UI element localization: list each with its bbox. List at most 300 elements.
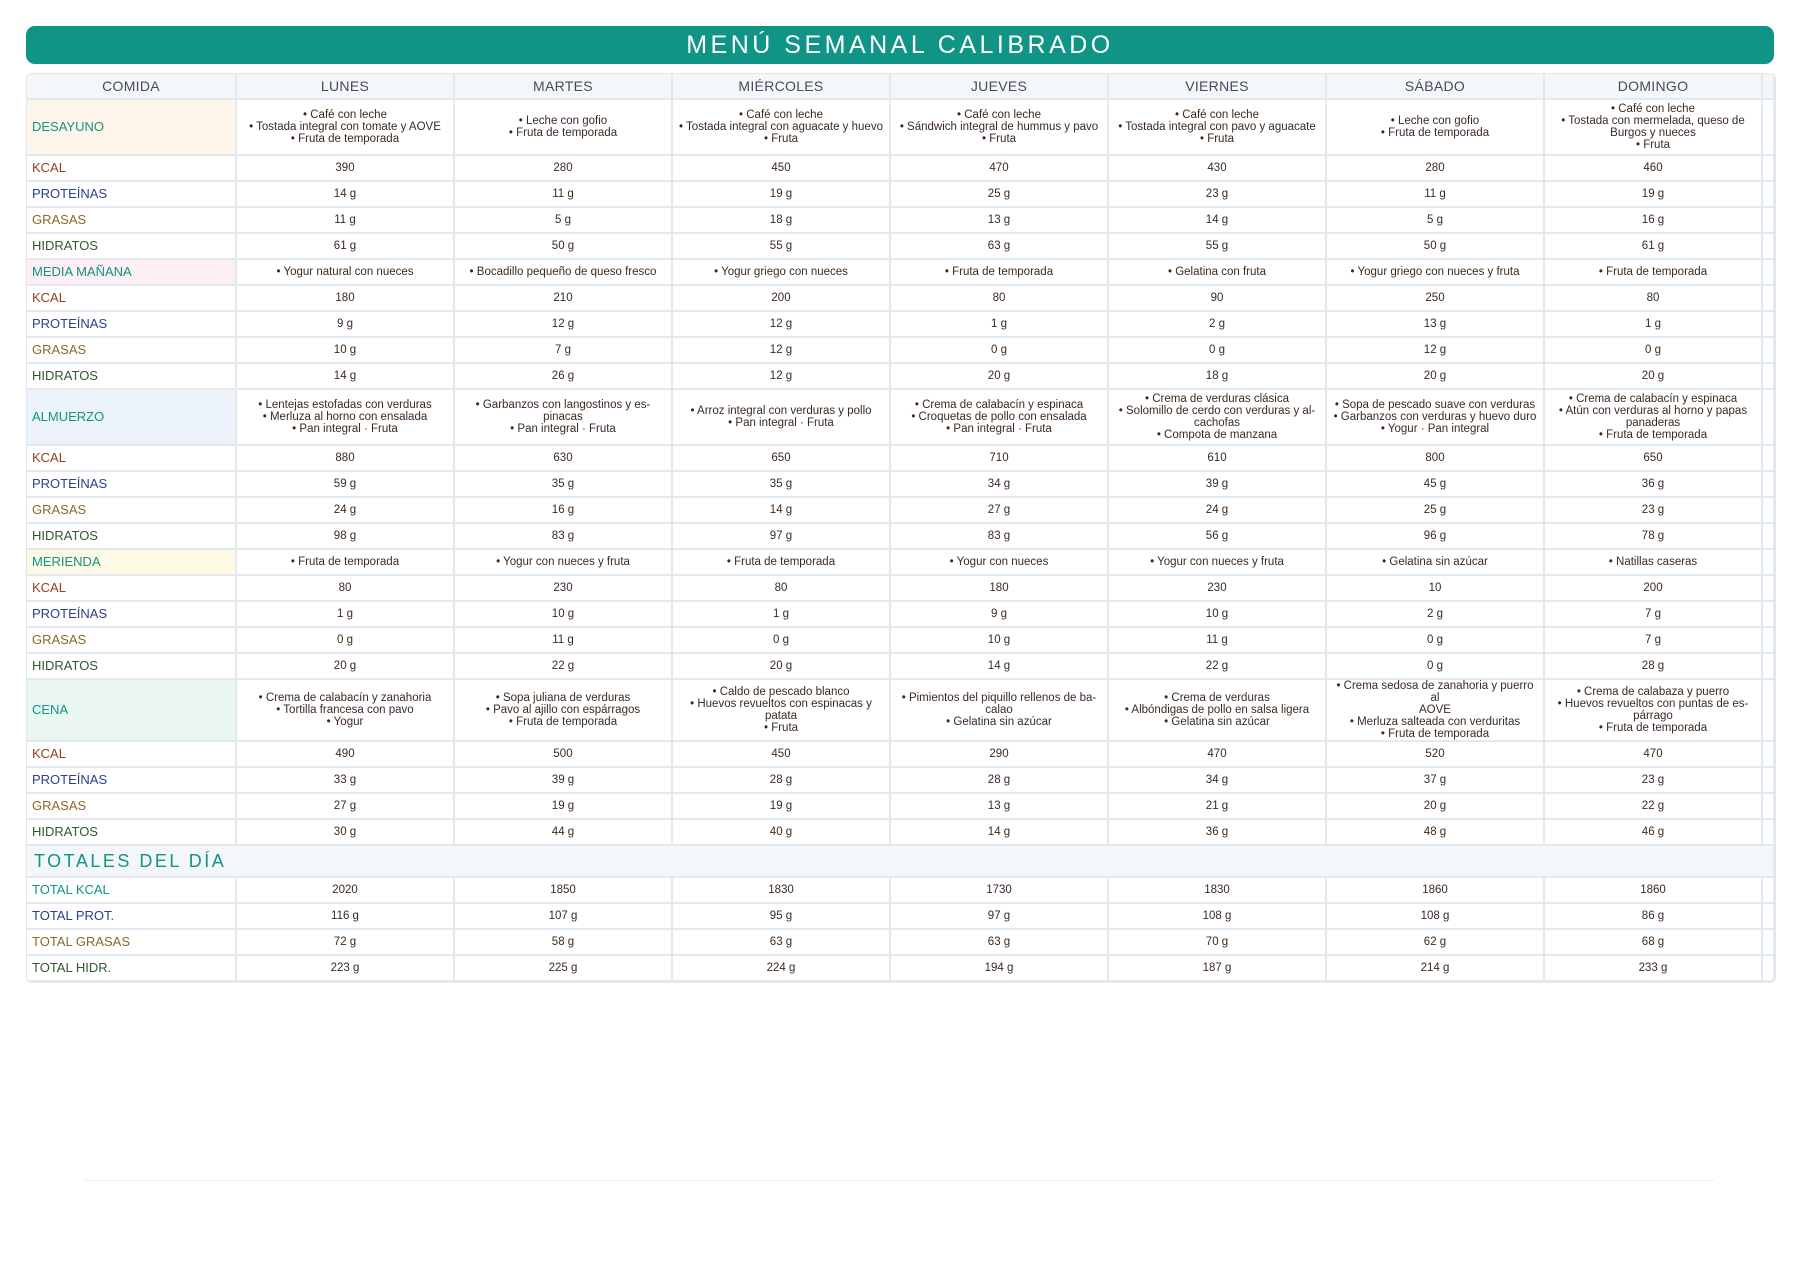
row-spacer (1763, 576, 1775, 602)
row-spacer (1763, 628, 1775, 654)
weekly-menu-table-container (26, 73, 1776, 983)
meal-items-cell (891, 390, 1109, 446)
row-spacer (1763, 208, 1775, 234)
metric-value: 20 g (1327, 364, 1545, 390)
metric-value: 30 g (237, 820, 455, 846)
totals-value: 1830 (1109, 878, 1327, 904)
metric-value: 5 g (455, 208, 673, 234)
metric-value: 460 (1545, 156, 1763, 182)
metric-value: 14 g (891, 654, 1109, 680)
meal-item: • Garbanzos con verduras y huevo duro (1333, 411, 1537, 423)
metric-value: 35 g (673, 472, 891, 498)
meal-item: pinacas (543, 411, 583, 423)
column-header-day: LUNES (237, 74, 455, 100)
meal-items-cell (1545, 260, 1763, 286)
metric-value: 490 (237, 742, 455, 768)
column-header-comida: COMIDA (27, 74, 237, 100)
meal-items-cell (891, 550, 1109, 576)
metric-value: 19 g (1545, 182, 1763, 208)
totals-value: 224 g (673, 956, 891, 982)
metric-value: 10 g (455, 602, 673, 628)
metric-value: 10 (1327, 576, 1545, 602)
metric-value: 23 g (1109, 182, 1327, 208)
metric-value: 83 g (891, 524, 1109, 550)
metric-value: 200 (673, 286, 891, 312)
metric-label-hidratos: HIDRATOS (27, 234, 237, 260)
metric-row-hidratos (27, 524, 1775, 550)
metric-label-hidratos: HIDRATOS (27, 654, 237, 680)
meal-item: • Yogur griego con nueces (714, 266, 848, 278)
meal-item: • Pan integral · Fruta (946, 423, 1052, 435)
metric-value: 1 g (237, 602, 455, 628)
metric-value: 0 g (1327, 654, 1545, 680)
metric-row-kcal (27, 742, 1775, 768)
meal-item: • Merluza al horno con ensalada (262, 411, 428, 423)
metric-value: 14 g (237, 182, 455, 208)
metric-label-kcal: KCAL (27, 156, 237, 182)
meal-item: • Fruta de temporada (290, 556, 400, 568)
metric-value: 1 g (673, 602, 891, 628)
metric-row-hidratos (27, 364, 1775, 390)
meal-item: • Fruta (763, 133, 799, 145)
metric-row-hidratos (27, 820, 1775, 846)
metric-value: 14 g (237, 364, 455, 390)
metric-value: 80 (673, 576, 891, 602)
metric-row-proteinas (27, 768, 1775, 794)
meal-item: • Crema sedosa de zanahoria y puerro al (1336, 680, 1534, 704)
meal-items-cell (673, 680, 891, 742)
row-spacer (1763, 878, 1775, 904)
metric-value: 0 g (1545, 338, 1763, 364)
metric-value: 280 (455, 156, 673, 182)
row-spacer (1763, 312, 1775, 338)
meal-items-cell (673, 550, 891, 576)
metric-value: 500 (455, 742, 673, 768)
meal-item: • Café con leche (303, 109, 387, 121)
totals-value: 1860 (1327, 878, 1545, 904)
meal-item: • Pavo al ajillo con espárragos (485, 704, 641, 716)
metric-value: 50 g (455, 234, 673, 260)
totals-value: 214 g (1327, 956, 1545, 982)
metric-value: 22 g (455, 654, 673, 680)
metric-value: 83 g (455, 524, 673, 550)
totals-value: 2020 (237, 878, 455, 904)
totals-value: 70 g (1109, 930, 1327, 956)
metric-label-kcal: KCAL (27, 742, 237, 768)
meal-item: • Yogur con nueces (949, 556, 1049, 568)
meal-item: • Albóndigas de pollo en salsa ligera (1124, 704, 1310, 716)
metric-label-hidratos: HIDRATOS (27, 524, 237, 550)
row-spacer (1763, 904, 1775, 930)
metric-value: 40 g (673, 820, 891, 846)
metric-value: 180 (891, 576, 1109, 602)
metric-value: 16 g (1545, 208, 1763, 234)
totals-value: 97 g (891, 904, 1109, 930)
meal-item: • Crema de verduras clásica (1145, 393, 1289, 405)
metric-value: 290 (891, 742, 1109, 768)
totals-value: 62 g (1327, 930, 1545, 956)
metric-value: 520 (1327, 742, 1545, 768)
metric-row-proteinas (27, 602, 1775, 628)
metric-value: 45 g (1327, 472, 1545, 498)
meal-item: • Natillas caseras (1608, 556, 1698, 568)
totals-value: 108 g (1109, 904, 1327, 930)
metric-value: 80 (237, 576, 455, 602)
totals-value: 95 g (673, 904, 891, 930)
meal-item: • Solomillo de cerdo con verduras y al- (1118, 405, 1316, 417)
metric-row-proteinas (27, 312, 1775, 338)
metric-value: 16 g (455, 498, 673, 524)
row-spacer (1763, 156, 1775, 182)
metric-value: 24 g (1109, 498, 1327, 524)
metric-value: 13 g (891, 794, 1109, 820)
meal-item: • Crema de calabaza y puerro (1576, 686, 1730, 698)
row-spacer (1763, 286, 1775, 312)
metric-value: 2 g (1327, 602, 1545, 628)
metric-row-grasas (27, 498, 1775, 524)
metric-value: 1 g (1545, 312, 1763, 338)
column-header-day: MIÉRCOLES (673, 74, 891, 100)
metric-value: 37 g (1327, 768, 1545, 794)
row-spacer (1763, 364, 1775, 390)
meal-item: • Garbanzos con langostinos y es- (475, 399, 651, 411)
totals-value: 58 g (455, 930, 673, 956)
totals-row (27, 956, 1775, 982)
meal-items-cell (455, 260, 673, 286)
metric-value: 20 g (891, 364, 1109, 390)
metric-value: 98 g (237, 524, 455, 550)
meal-item: • Yogur · Pan integral (1380, 423, 1490, 435)
metric-value: 11 g (1327, 182, 1545, 208)
metric-label-proteinas: PROTEÍNAS (27, 602, 237, 628)
totals-value: 1860 (1545, 878, 1763, 904)
metric-label-hidratos: HIDRATOS (27, 364, 237, 390)
metric-value: 35 g (455, 472, 673, 498)
meal-item: • Pan integral · Fruta (728, 417, 834, 429)
metric-value: 22 g (1545, 794, 1763, 820)
meal-item: • Tostada integral con aguacate y huevo (679, 121, 883, 133)
meal-item: • Gelatina sin azúcar (1164, 716, 1270, 728)
metric-value: 0 g (1109, 338, 1327, 364)
meal-items-cell (1327, 390, 1545, 446)
metric-value: 34 g (1109, 768, 1327, 794)
metric-value: 7 g (455, 338, 673, 364)
meal-item: cachofas (1193, 417, 1241, 429)
meal-items-cell (673, 390, 891, 446)
totals-value: 68 g (1545, 930, 1763, 956)
metric-value: 33 g (237, 768, 455, 794)
totals-label: TOTAL KCAL (27, 878, 237, 904)
metric-label-proteinas: PROTEÍNAS (27, 768, 237, 794)
metric-value: 90 (1109, 286, 1327, 312)
meal-item: • Fruta de temporada (1598, 429, 1708, 441)
row-spacer (1763, 550, 1775, 576)
metric-value: 630 (455, 446, 673, 472)
metric-value: 450 (673, 156, 891, 182)
totals-value: 1830 (673, 878, 891, 904)
row-spacer (1763, 446, 1775, 472)
totals-value: 107 g (455, 904, 673, 930)
metric-row-hidratos (27, 654, 1775, 680)
metric-row-grasas (27, 338, 1775, 364)
meal-item: • Fruta de temporada (290, 133, 400, 145)
metric-value: 46 g (1545, 820, 1763, 846)
metric-value: 10 g (891, 628, 1109, 654)
totals-value: 63 g (891, 930, 1109, 956)
metric-value: 0 g (1327, 628, 1545, 654)
meal-items-cell (455, 390, 673, 446)
metric-label-kcal: KCAL (27, 286, 237, 312)
row-spacer (1763, 742, 1775, 768)
totals-heading-row (27, 846, 1775, 878)
totals-value: 187 g (1109, 956, 1327, 982)
row-spacer (1763, 680, 1775, 742)
metric-row-proteinas (27, 182, 1775, 208)
meal-label-cena: CENA (27, 680, 237, 742)
meal-item: • Pan integral · Fruta (292, 423, 398, 435)
metric-value: 20 g (237, 654, 455, 680)
metric-value: 78 g (1545, 524, 1763, 550)
metric-value: 10 g (1109, 602, 1327, 628)
metric-value: 63 g (891, 234, 1109, 260)
meal-item: párrago (1633, 710, 1673, 722)
metric-value: 5 g (1327, 208, 1545, 234)
meal-item: • Crema de calabacín y espinaca (914, 399, 1084, 411)
metric-value: 59 g (237, 472, 455, 498)
meal-items-cell (237, 390, 455, 446)
metric-value: 28 g (1545, 654, 1763, 680)
meal-label-merienda: MERIENDA (27, 550, 237, 576)
metric-value: 650 (673, 446, 891, 472)
meal-items-cell (237, 260, 455, 286)
metric-value: 7 g (1545, 628, 1763, 654)
metric-value: 0 g (237, 628, 455, 654)
metric-value: 14 g (673, 498, 891, 524)
column-header-day: JUEVES (891, 74, 1109, 100)
metric-value: 23 g (1545, 768, 1763, 794)
totals-row (27, 904, 1775, 930)
meal-items-cell (1109, 100, 1327, 156)
meal-item: • Fruta (981, 133, 1017, 145)
meal-item: • Pan integral · Fruta (510, 423, 616, 435)
meal-items-cell (1545, 100, 1763, 156)
meal-item: patata (765, 710, 797, 722)
totals-label: TOTAL PROT. (27, 904, 237, 930)
meal-items-cell (1327, 260, 1545, 286)
meal-label-media: MEDIA MAÑANA (27, 260, 237, 286)
metric-value: 20 g (673, 654, 891, 680)
metric-value: 56 g (1109, 524, 1327, 550)
metric-value: 470 (1109, 742, 1327, 768)
metric-row-grasas (27, 628, 1775, 654)
metric-row-kcal (27, 446, 1775, 472)
metric-label-grasas: GRASAS (27, 208, 237, 234)
meal-item: panaderas (1625, 417, 1681, 429)
metric-value: 80 (891, 286, 1109, 312)
meal-item: • Lentejas estofadas con verduras (258, 399, 432, 411)
metric-value: 97 g (673, 524, 891, 550)
totals-value: 116 g (237, 904, 455, 930)
totals-value: 223 g (237, 956, 455, 982)
metric-value: 11 g (455, 628, 673, 654)
meal-item: • Crema de calabacín y espinaca (1568, 393, 1738, 405)
meal-items-cell (1545, 390, 1763, 446)
metric-value: 880 (237, 446, 455, 472)
metric-value: 25 g (1327, 498, 1545, 524)
metric-label-proteinas: PROTEÍNAS (27, 472, 237, 498)
totals-row (27, 930, 1775, 956)
meal-item: • Gelatina sin azúcar (1382, 556, 1488, 568)
totals-value: 86 g (1545, 904, 1763, 930)
metric-value: 610 (1109, 446, 1327, 472)
metric-row-kcal (27, 576, 1775, 602)
metric-value: 430 (1109, 156, 1327, 182)
meal-items-cell (455, 550, 673, 576)
meal-item: • Gelatina con fruta (1168, 266, 1266, 278)
meal-item: • Fruta de temporada (726, 556, 836, 568)
metric-value: 470 (1545, 742, 1763, 768)
metric-value: 27 g (237, 794, 455, 820)
metric-value: 0 g (673, 628, 891, 654)
row-spacer (1763, 820, 1775, 846)
row-spacer (1763, 930, 1775, 956)
metric-value: 13 g (1327, 312, 1545, 338)
row-spacer (1763, 390, 1775, 446)
weekly-menu-table (27, 74, 1775, 982)
metric-value: 25 g (891, 182, 1109, 208)
metric-value: 450 (673, 742, 891, 768)
meal-item: • Leche con gofio (1390, 115, 1480, 127)
meal-item: calao (985, 704, 1013, 716)
meal-item: • Fruta de temporada (944, 266, 1054, 278)
meal-item: • Atún con verduras al horno y papas (1558, 405, 1748, 417)
meal-item: • Fruta de temporada (508, 127, 618, 139)
totals-value: 194 g (891, 956, 1109, 982)
row-spacer (1763, 472, 1775, 498)
meal-item: • Bocadillo pequeño de queso fresco (469, 266, 657, 278)
metric-value: 14 g (1109, 208, 1327, 234)
meal-item: • Tortilla francesa con pavo (276, 704, 414, 716)
metric-value: 61 g (237, 234, 455, 260)
metric-value: 9 g (891, 602, 1109, 628)
meal-item: • Arroz integral con verduras y pollo (690, 405, 872, 417)
header-row (27, 74, 1775, 100)
metric-value: 230 (455, 576, 673, 602)
meal-item: • Fruta (763, 722, 799, 734)
meal-items-cell (891, 260, 1109, 286)
row-spacer (1763, 182, 1775, 208)
metric-label-grasas: GRASAS (27, 628, 237, 654)
totals-label: TOTAL HIDR. (27, 956, 237, 982)
metric-value: 28 g (891, 768, 1109, 794)
metric-value: 36 g (1545, 472, 1763, 498)
metric-value: 12 g (673, 338, 891, 364)
meal-items-cell (1327, 100, 1545, 156)
metric-value: 800 (1327, 446, 1545, 472)
row-spacer (1763, 794, 1775, 820)
meal-item: • Fruta de temporada (508, 716, 618, 728)
metric-value: 39 g (1109, 472, 1327, 498)
meal-item: • Sopa juliana de verduras (495, 692, 631, 704)
page-title: MENÚ SEMANAL CALIBRADO (26, 26, 1774, 64)
metric-value: 11 g (1109, 628, 1327, 654)
totals-heading: TOTALES DEL DÍA (27, 846, 1775, 878)
metric-value: 19 g (673, 182, 891, 208)
metric-value: 21 g (1109, 794, 1327, 820)
meal-item: • Fruta de temporada (1380, 728, 1490, 740)
meal-items-cell (673, 260, 891, 286)
totals-value: 225 g (455, 956, 673, 982)
totals-value: 233 g (1545, 956, 1763, 982)
metric-value: 180 (237, 286, 455, 312)
column-header-day: MARTES (455, 74, 673, 100)
metric-value: 9 g (237, 312, 455, 338)
totals-value: 63 g (673, 930, 891, 956)
totals-value: 72 g (237, 930, 455, 956)
meal-items-cell (1545, 550, 1763, 576)
meal-items-cell (237, 680, 455, 742)
metric-value: 2 g (1109, 312, 1327, 338)
meal-items-cell (237, 550, 455, 576)
metric-label-proteinas: PROTEÍNAS (27, 312, 237, 338)
metric-label-proteinas: PROTEÍNAS (27, 182, 237, 208)
metric-label-kcal: KCAL (27, 446, 237, 472)
row-spacer (1763, 654, 1775, 680)
meal-row-merienda (27, 550, 1775, 576)
metric-value: 26 g (455, 364, 673, 390)
metric-value: 12 g (673, 364, 891, 390)
metric-row-kcal (27, 156, 1775, 182)
metric-value: 23 g (1545, 498, 1763, 524)
meal-item: • Huevos revueltos con espinacas y (690, 698, 872, 710)
meal-items-cell (673, 100, 891, 156)
metric-label-grasas: GRASAS (27, 498, 237, 524)
metric-value: 36 g (1109, 820, 1327, 846)
metric-label-kcal: KCAL (27, 576, 237, 602)
row-spacer (1763, 234, 1775, 260)
row-spacer (1763, 338, 1775, 364)
meal-item: • Fruta (1199, 133, 1235, 145)
metric-label-grasas: GRASAS (27, 338, 237, 364)
meal-item: • Caldo de pescado blanco (712, 686, 850, 698)
metric-value: 22 g (1109, 654, 1327, 680)
metric-value: 14 g (891, 820, 1109, 846)
metric-label-grasas: GRASAS (27, 794, 237, 820)
meal-item: • Crema de verduras (1164, 692, 1270, 704)
totals-value: 1850 (455, 878, 673, 904)
metric-value: 28 g (673, 768, 891, 794)
metric-value: 650 (1545, 446, 1763, 472)
meal-item: • Tostada integral con tomate y AOVE (249, 121, 441, 133)
meal-item: • Tostada con mermelada, queso de Burgos y nueces (1561, 115, 1745, 139)
meal-item: • Yogur con nueces y fruta (496, 556, 630, 568)
meal-row-desayuno (27, 100, 1775, 156)
meal-item: • Café con leche (1175, 109, 1259, 121)
metric-value: 11 g (237, 208, 455, 234)
metric-value: 19 g (455, 794, 673, 820)
totals-row (27, 878, 1775, 904)
meal-items-cell (1109, 550, 1327, 576)
metric-value: 44 g (455, 820, 673, 846)
metric-value: 50 g (1327, 234, 1545, 260)
row-spacer (1763, 768, 1775, 794)
metric-value: 200 (1545, 576, 1763, 602)
metric-value: 20 g (1545, 364, 1763, 390)
meal-item: • Fruta de temporada (1598, 722, 1708, 734)
row-spacer (1763, 260, 1775, 286)
meal-item: • Crema de calabacín y zanahoria (258, 692, 432, 704)
meal-items-cell (1327, 550, 1545, 576)
